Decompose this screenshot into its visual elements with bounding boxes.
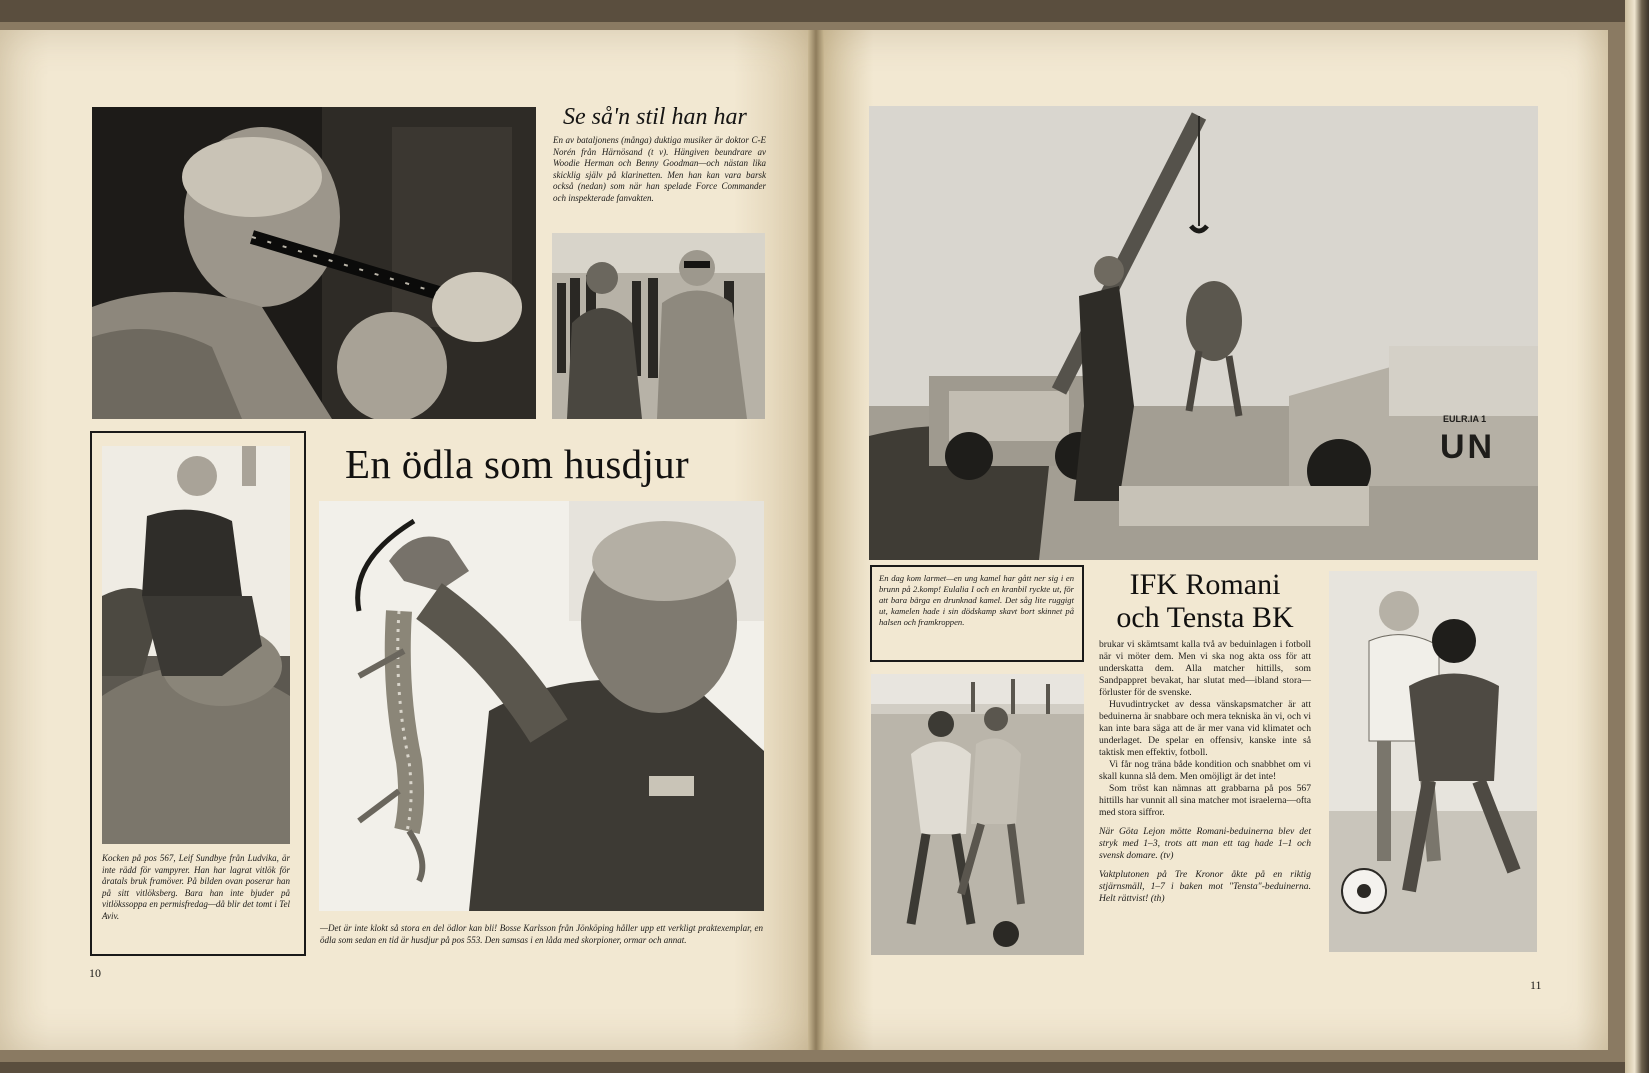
- garlic-cook-photo: [102, 446, 290, 844]
- right-page-number: 11: [1530, 978, 1542, 992]
- football-players-photo: [1329, 571, 1537, 952]
- ifk-headline: [1094, 568, 1316, 634]
- article-note-1: När Göta Lejon mötte Romani-beduinerna blev det stryk med 1–3, trots att man ett tag hade 1–1 och svensk domare. (tv): [1099, 826, 1311, 861]
- lizard-headline: En ödla som husdjur: [345, 441, 689, 487]
- football-article: [1099, 639, 1311, 905]
- camel-crane-photo: [869, 106, 1538, 560]
- article-paragraph-4: Som tröst kan nämnas att grabbarna på pos 567 hittills har vunnit all sina matcher mot israelerna—ofta med stora siffror.: [1099, 783, 1311, 818]
- lizard-caption: —Det är inte klokt så stora en del ödlor kan bli! Bosse Karlsson från Jönköping håller upp ett verkligt praktexemplar, en ödla som sedan en tid är husdjur på pos 553. Den samsas i en låda med skorpioner, ormar och annat.: [320, 923, 763, 945]
- left-page-number: 10: [89, 966, 101, 980]
- clarinet-caption: En av bataljonens (många) duktiga musiker är doktor C-E Norén från Härnösand (t v). Hängiven beundrare av Woodie Herman och Benny Goodman—och nästan lika skicklig själv på klarinetten. Men han kan vara barsk också (nedan) som när han spelade Force Commander och inspekterade fanvakten.: [553, 135, 766, 203]
- article-paragraph-1: brukar vi skämtsamt kalla två av beduinlagen i fotboll när vi möter dem. Men vi ska nog akta oss för att underskatta dem. Alla matcher hittills, som Sandpappret bevakat, har slutat med—ibland stora—förluster för de svenske.: [1099, 639, 1311, 698]
- cook-caption: Kocken på pos 567, Leif Sundbye från Ludvika, är inte rädd för vampyrer. Han har lagrat vitlök för åratals bruk framöver. På bilden ovan poserar han på sitt vitlöksberg. Bara han inte bjuder på vitlökssoppa en permisfredag—då blir det tomt i Tel Aviv.: [102, 853, 290, 921]
- clarinet-player-photo: [92, 107, 536, 419]
- inspection-photo: [552, 233, 765, 419]
- article-note-2: Vaktplutonen på Tre Kronor åkte på en riktig stjärnsmäll, 1–7 i baken mot "Tensta"-beduinerna. Helt rättvist! (th): [1099, 869, 1311, 904]
- article-paragraph-3: Vi får nog träna både kondition och snabbhet om vi skall kunna slå dem. Men omöjligt är det inte!: [1099, 759, 1311, 782]
- ifk-headline-line2: och Tensta BK: [1116, 601, 1294, 634]
- ifk-headline-line1: IFK Romani: [1129, 568, 1281, 601]
- camel-caption: En dag kom larmet—en ung kamel har gått ner sig i en brunn på 2.komp! Eulalia I och en kranbil ryckte ut, för att bara bärga en drunknad kamel. Det såg lite ruggigt ut, kamelen hade i sin dödskamp skavt bort skinnet på halsen och framkroppen.: [879, 573, 1074, 627]
- football-match-photo: [871, 674, 1084, 955]
- lizard-photo: [319, 501, 764, 911]
- article-paragraph-2: Huvudintrycket av dessa vänskapsmatcher är att beduinerna är snabbare och mera tekniska än vi, och vi kan inte bara säga att de är mer vana vid klimatet och underlaget. De spelar en offensiv, kanske inte så taktisk men effektiv, fotboll.: [1099, 699, 1311, 758]
- page-edges: [1625, 0, 1649, 1073]
- clarinet-heading: Se så'n stil han har: [563, 104, 747, 130]
- truck-door-label: EULR.IA 1: [1443, 414, 1487, 424]
- truck-un-marking: UN: [1440, 428, 1496, 466]
- book-spine: [808, 30, 824, 1050]
